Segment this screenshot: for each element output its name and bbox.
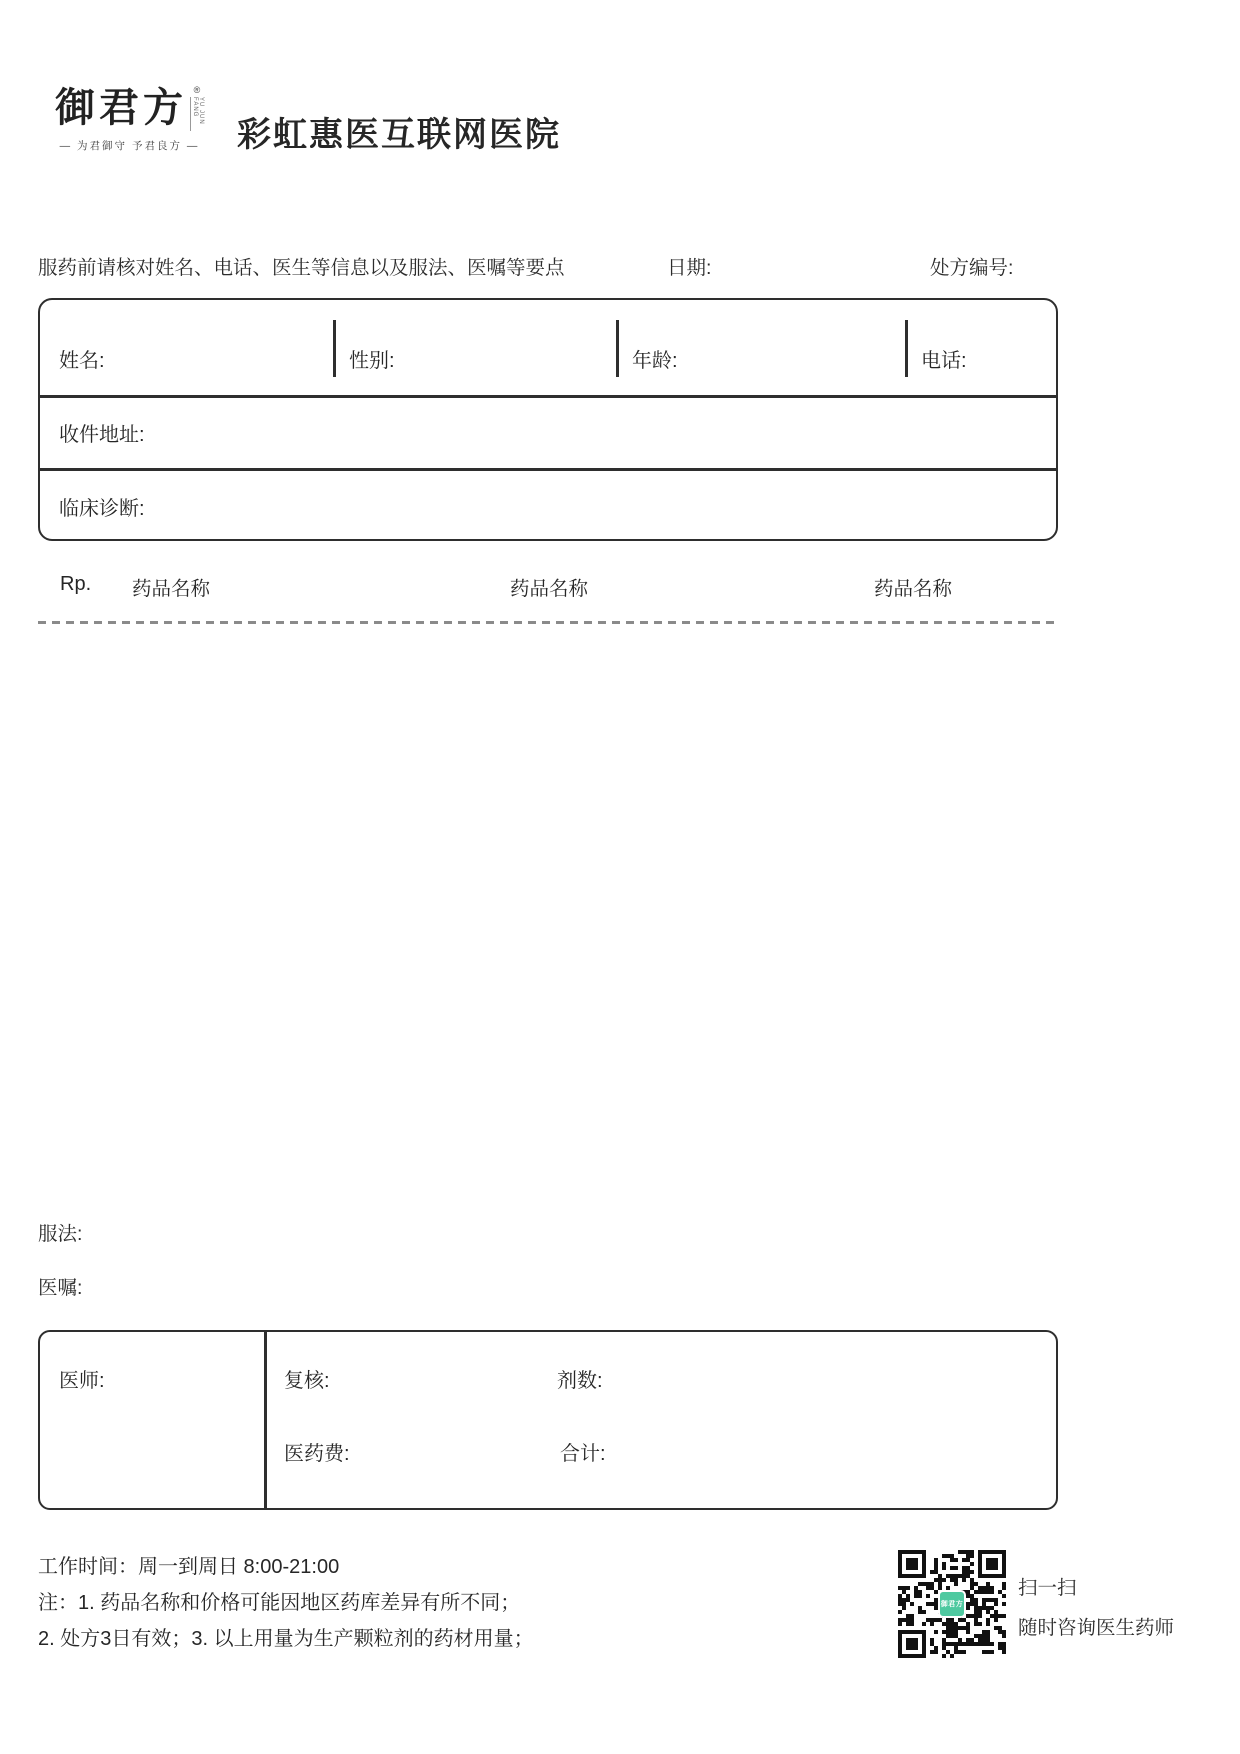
registered-trademark-icon: ® [193,85,201,95]
total-label: 合计: [560,1443,606,1465]
clinical-diagnosis-label: 临床诊断: [59,498,145,520]
footer-note-line2: 2. 处方3日有效；3. 以上用量为生产颗粒剂的药材用量； [38,1628,534,1650]
drug-list-dashed-divider [38,621,1058,624]
qr-center-logo: 御君方 [938,1590,966,1618]
medicine-fee-label: 医药费: [284,1443,350,1465]
brand-name-pinyin: YU JUN FANG [190,97,204,131]
scan-qr-label: 扫一扫 [1018,1577,1077,1599]
signoff-box [38,1330,1058,1510]
patient-age-label: 年龄: [632,350,678,372]
column-divider [264,1332,267,1508]
qr-code [898,1550,1006,1658]
rx-number-label: 处方编号: [930,257,1014,279]
date-label: 日期: [667,257,712,279]
column-divider [616,320,619,377]
column-divider [333,320,336,377]
drug-name-column-header: 药品名称 [874,578,953,600]
work-time-text: 工作时间：周一到周日 8:00-21:00 [38,1556,340,1578]
check-reminder-text: 服药前请核对姓名、电话、医生等信息以及服法、医嘱等要点 [38,257,565,279]
usage-label: 服法: [38,1223,83,1245]
scan-qr-hint: 随时咨询医生药师 [1018,1617,1175,1639]
row-divider [40,395,1056,398]
brand-name: 御君方 [55,84,187,131]
patient-name-label: 姓名: [59,350,105,372]
brand-logo [55,86,204,153]
drug-name-column-header: 药品名称 [510,578,589,600]
rp-label: Rp. [60,573,92,595]
column-divider [905,320,908,377]
dose-count-label: 剂数: [557,1370,603,1392]
medical-advice-label: 医嘱: [38,1277,83,1299]
drug-name-column-header: 药品名称 [132,578,211,600]
reviewer-label: 复核: [284,1370,330,1392]
footer-note-line1: 注：1. 药品名称和价格可能因地区药库差异有所不同； [38,1592,521,1614]
patient-phone-label: 电话: [921,350,967,372]
brand-tagline: — 为君御守 予君良方 — [59,140,200,152]
row-divider [40,468,1056,471]
doctor-label: 医师: [59,1370,105,1392]
shipping-address-label: 收件地址: [59,424,145,446]
patient-gender-label: 性别: [349,350,395,372]
hospital-title: 彩虹惠医互联网医院 [237,116,561,154]
patient-info-box [38,298,1058,541]
